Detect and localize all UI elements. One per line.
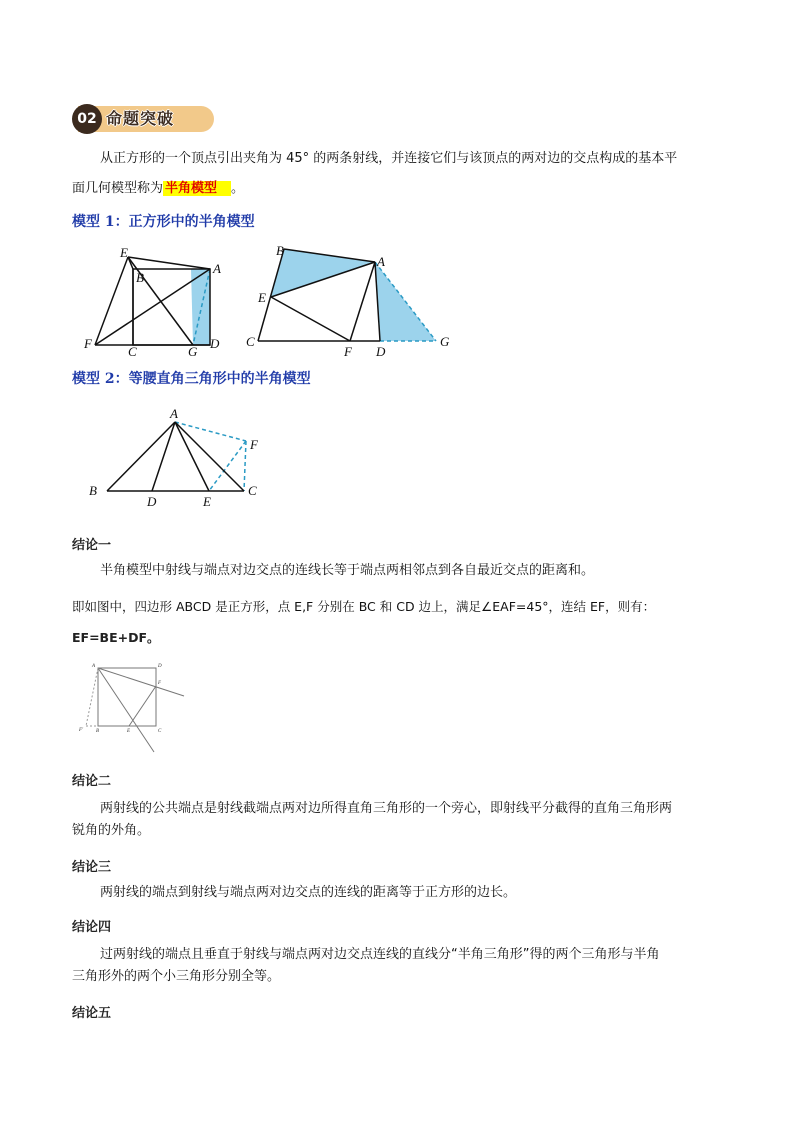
label-E: E xyxy=(203,494,211,509)
label-C: C xyxy=(248,483,257,498)
conclusion2-line-1: 两射线的公共端点是射线截端点两对边所得直角三角形的一个旁心，即射线平分截得的直角三角形两 xyxy=(100,801,673,816)
label-F: F xyxy=(84,336,92,351)
label-A: A xyxy=(170,406,178,421)
label-B: B xyxy=(89,483,97,498)
conclusion2-line-2: 锐角的外角。 xyxy=(72,823,151,838)
label-E: E xyxy=(120,245,128,260)
label-B: B xyxy=(96,729,100,734)
model1-figure-right xyxy=(240,240,455,358)
model2-figure xyxy=(85,403,270,511)
badge-title: 命题突破 xyxy=(106,109,175,128)
label-A: A xyxy=(213,261,221,276)
label-B: B xyxy=(276,243,284,258)
label-D: D xyxy=(210,336,220,351)
intro-line-1: 从正方形的一个顶点引出夹角为 45° 的两条射线，并连接它们与该顶点的两对边的交点构成的基本平 xyxy=(100,151,678,166)
label-G: G xyxy=(440,334,450,349)
conclusion3-title: 结论三 xyxy=(72,860,112,875)
label-A: A xyxy=(92,664,96,669)
label-G: G xyxy=(188,344,198,358)
label-D: D xyxy=(376,344,386,358)
label-D: D xyxy=(147,494,157,509)
conclusion4-line-1: 过两射线的端点且垂直于射线与端点两对边交点连线的直线分“半角三角形”得的两个三角形与半角 xyxy=(100,947,660,962)
conclusion1-text: 半角模型中射线与端点对边交点的连线长等于端点两相邻点到各自最近交点的距离和。 xyxy=(100,563,595,578)
conclusion4-line-2: 三角形外的两个小三角形分别全等。 xyxy=(72,969,281,984)
intro-line-2 xyxy=(72,176,244,202)
label-A: A xyxy=(377,254,385,269)
conclusion2-title: 结论二 xyxy=(72,774,112,789)
half-angle-highlight: 半角模型 xyxy=(163,181,231,196)
intro-prefix: 面几何模型称为 xyxy=(72,181,164,196)
model2-heading: 模型 2：等腰直角三角形中的半角模型 xyxy=(72,371,311,387)
model1-heading: 模型 1：正方形中的半角模型 xyxy=(72,214,255,230)
label-F: F xyxy=(344,344,352,358)
label-F: F xyxy=(250,437,258,452)
conclusion1-figure xyxy=(74,660,189,755)
conclusion3-text: 两射线的端点到射线与端点两对边交点的连线的距离等于正方形的边长。 xyxy=(100,885,517,900)
section-badge xyxy=(72,104,214,134)
intro-suffix: 。 xyxy=(231,181,245,196)
label-F: F xyxy=(158,681,162,686)
conclusion1-example: 即如图中，四边形 ABCD 是正方形，点 E,F 分别在 BC 和 CD 边上，满足∠EAF=45°，连结 EF，则有： xyxy=(72,599,656,614)
badge-number: 02 xyxy=(72,104,102,134)
conclusion4-title: 结论四 xyxy=(72,920,112,935)
label-C: C xyxy=(128,344,137,358)
conclusion1-formula: EF=BE+DF。 xyxy=(72,630,160,645)
conclusion1-title: 结论一 xyxy=(72,538,112,553)
label-C: C xyxy=(158,729,162,734)
model1-figure-left xyxy=(80,240,230,358)
label-C: C xyxy=(246,334,255,349)
label-E: E xyxy=(127,729,131,734)
conclusion5-title: 结论五 xyxy=(72,1006,112,1021)
label-D: D xyxy=(158,664,162,669)
label-F-prime: F' xyxy=(79,728,84,733)
label-E: E xyxy=(258,290,266,305)
label-B: B xyxy=(136,270,144,285)
